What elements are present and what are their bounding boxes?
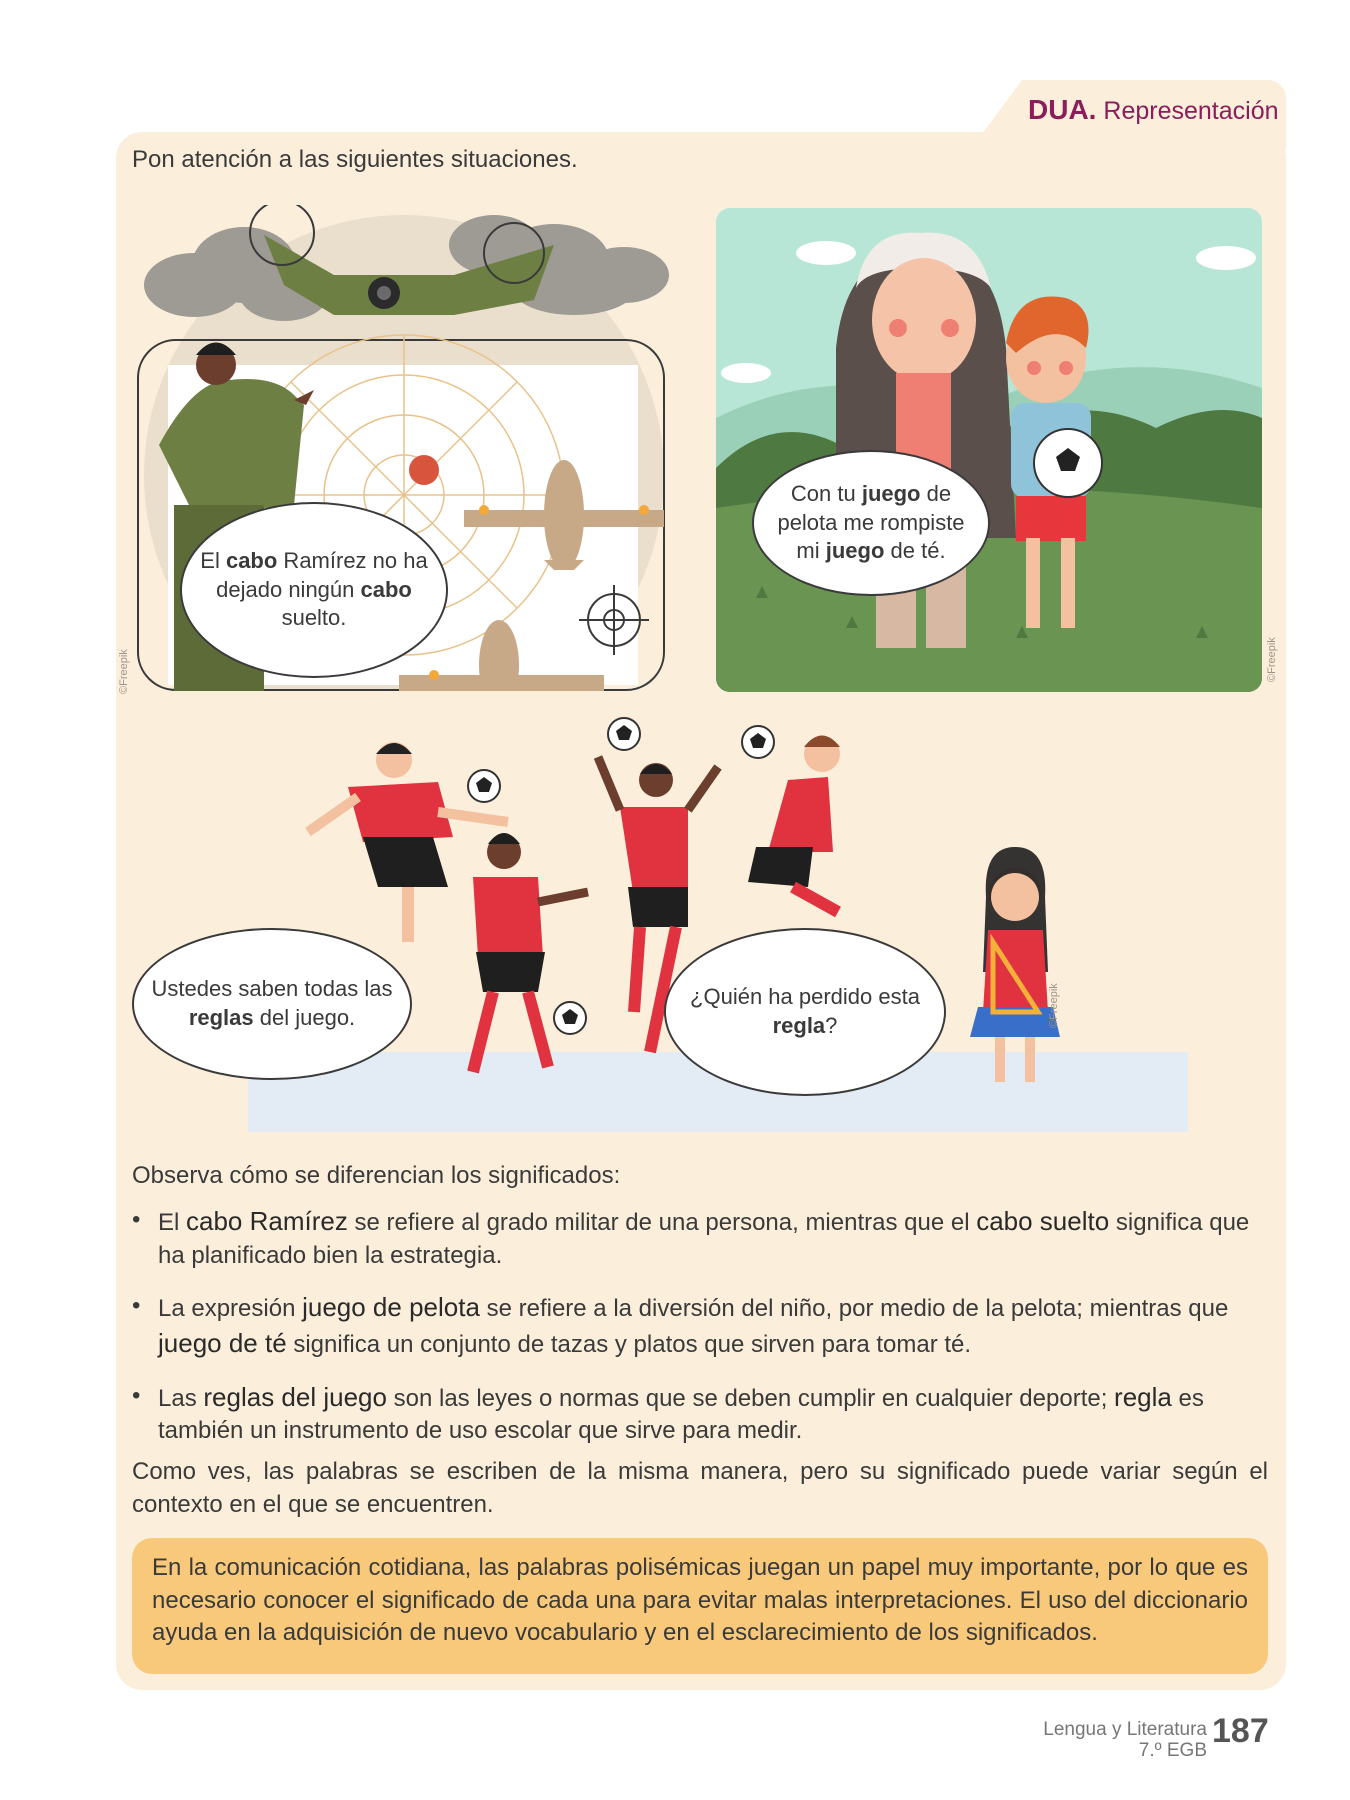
note-box: En la comunicación cotidiana, las palabras polisémicas juegan un papel muy importante, por lo que es necesario conocer el significado de cada una para evitar malas interpretaciones. El uso del diccionario ayuda en la adquisición de nuevo vocabulario y en el esclarecimiento de los significados. <box>132 1538 1268 1674</box>
list-item: • Las reglas del juego son las leyes o normas que se deben cumplir en cualquier deporte; regla es también un instrumento de uso escolar que sirve para medir. <box>132 1380 1268 1448</box>
bubble-text-reglas: Ustedes saben todas las reglas del juego. <box>151 976 393 1030</box>
football-icon-2 <box>606 716 642 752</box>
bubble-text-regla: ¿Quién ha perdido esta regla? <box>690 984 920 1038</box>
speech-bubble-cabo <box>180 502 448 678</box>
football-icon-1 <box>466 768 502 804</box>
observe-title: Observa cómo se diferencian los significados: <box>132 1162 621 1189</box>
speech-bubble-reglas <box>132 928 412 1080</box>
scene-grandmother-illustration <box>716 208 1262 692</box>
closing-paragraph: Como ves, las palabras se escriben de la misma manera, pero su significado puede variar según el contexto en el que se encuentren. <box>132 1458 1268 1518</box>
football-icon-4 <box>552 1000 588 1036</box>
intro-text: Pon atención a las siguientes situaciones. <box>132 146 578 173</box>
speech-bubble-regla <box>664 928 946 1096</box>
credit-freepik-2: ©Freepik <box>1266 637 1278 682</box>
football-icon-3 <box>740 724 776 760</box>
list-item: • La expresión juego de pelota se refiere a la diversión del niño, por medio de la pelota; mientras que juego de té significa un conjunto de tazas y platos que sirven para tomar té. <box>132 1290 1268 1361</box>
dua-label: DUA. Representación <box>1028 94 1279 125</box>
bubble-text-cabo: El cabo Ramírez no ha dejado ningún cabo suelto. <box>200 548 428 631</box>
bubble-text-juego: Con tu juego de pelota me rompiste mi juego de té. <box>777 481 965 564</box>
meanings-list <box>132 1204 1268 1466</box>
credit-freepik-3: ©Freepik <box>1048 983 1060 1028</box>
page-number: 187 <box>1212 1712 1269 1750</box>
credit-freepik-1: ©Freepik <box>118 649 130 694</box>
footer-subject: Lengua y Literatura 7.º EGB <box>1043 1719 1207 1761</box>
list-item: • El cabo Ramírez se refiere al grado militar de una persona, mientras que el cabo suelto significa que ha planificado bien la estrategia. <box>132 1204 1268 1272</box>
speech-bubble-juego <box>752 450 990 596</box>
